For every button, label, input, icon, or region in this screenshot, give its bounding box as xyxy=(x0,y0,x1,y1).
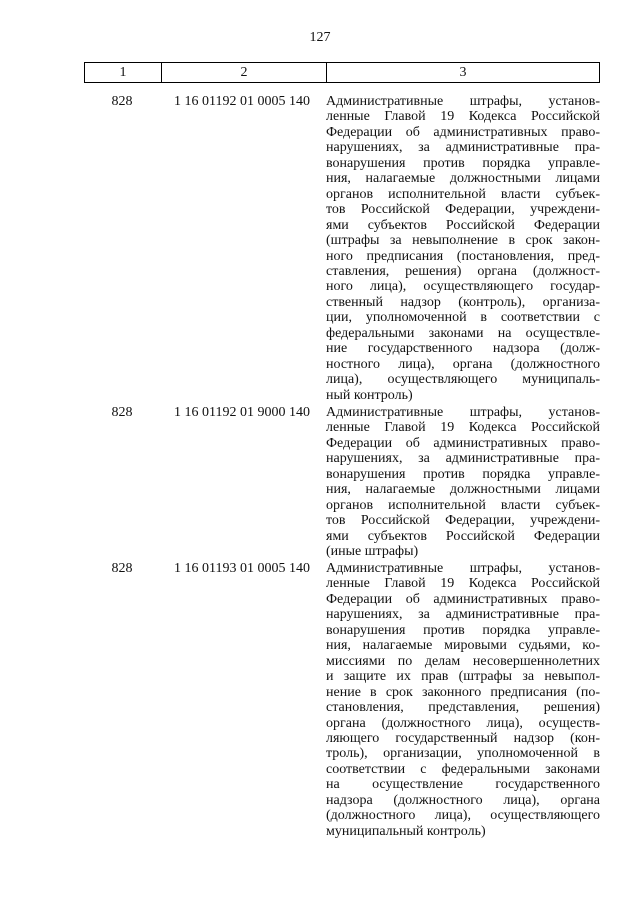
description-line: лица), осуществляющего муниципаль- xyxy=(326,372,600,388)
description-line: Федерации об административных право- xyxy=(326,591,600,607)
description-line: тов Российской Федерации, учреждени- xyxy=(326,202,600,218)
description-line: вонарушения против порядка управле- xyxy=(326,466,600,482)
description-line: на осуществление государственного xyxy=(326,777,600,793)
row-description xyxy=(326,94,600,403)
description-line: ями субъектов Российской Федерации xyxy=(326,217,600,233)
budget-code: 1 16 01193 01 0005 140 xyxy=(174,561,310,576)
description-line: ленные Главой 19 Кодекса Российской xyxy=(326,576,600,592)
description-line: Административные штрафы, установ- xyxy=(326,405,600,420)
description-line: федеральными законами на осуществле- xyxy=(326,325,600,341)
description-line: органов исполнительной власти субъек- xyxy=(326,497,600,513)
description-line: нарушениях, за административные пра- xyxy=(326,451,600,467)
admin-code: 828 xyxy=(111,405,133,420)
description-line: ния, налагаемые мировыми судьями, ко- xyxy=(326,638,600,654)
description-line: и защите их прав (штрафы за невыпол- xyxy=(326,669,600,685)
column-header-1: 1 xyxy=(85,63,162,82)
description-line: вонарушения против порядка управле- xyxy=(326,155,600,171)
budget-code: 1 16 01192 01 0005 140 xyxy=(174,94,310,109)
description-line: ния, налагаемые должностными лицами xyxy=(326,482,600,498)
description-line: становления, представления, решения) xyxy=(326,700,600,716)
description-line: ние государственного надзора (долж- xyxy=(326,341,600,357)
description-line: соответствии с федеральными законами xyxy=(326,761,600,777)
description-line: ного предписания (постановления, пред- xyxy=(326,248,600,264)
description-line: (иные штрафы) xyxy=(326,544,419,560)
budget-code: 1 16 01192 01 9000 140 xyxy=(174,405,310,420)
description-line: органов исполнительной власти субъек- xyxy=(326,186,600,202)
admin-code: 828 xyxy=(111,94,133,109)
description-line: ностного лица), органа (должностного xyxy=(326,356,600,372)
description-line: (штрафы за невыполнение в срок закон- xyxy=(326,233,600,249)
description-line: ный контроль) xyxy=(326,387,413,403)
admin-code: 828 xyxy=(111,561,133,576)
column-header-2: 2 xyxy=(162,63,327,82)
description-line: нарушениях, за административные пра- xyxy=(326,607,600,623)
description-line: нарушениях, за административные пра- xyxy=(326,140,600,156)
row-description xyxy=(326,561,600,839)
description-line: ленные Главой 19 Кодекса Российской xyxy=(326,109,600,125)
description-line: муниципальный контроль) xyxy=(326,823,486,839)
description-line: ями субъектов Российской Федерации xyxy=(326,528,600,544)
page-number: 127 xyxy=(309,30,331,45)
description-line: вонарушения против порядка управле- xyxy=(326,622,600,638)
description-line: Федерации об административных право- xyxy=(326,435,600,451)
description-line: ного лица), осуществляющего государ- xyxy=(326,279,600,295)
description-line: Федерации об административных право- xyxy=(326,124,600,140)
description-line: миссиями по делам несовершеннолетних xyxy=(326,653,600,669)
description-line: тов Российской Федерации, учреждени- xyxy=(326,513,600,529)
description-line: Административные штрафы, установ- xyxy=(326,94,600,109)
column-header-3: 3 xyxy=(459,64,467,80)
description-line: органа (должностного лица), осуществ- xyxy=(326,715,600,731)
description-line: ставления, решения) органа (должност- xyxy=(326,263,600,279)
row-description xyxy=(326,405,600,560)
description-line: надзора (должностного лица), органа xyxy=(326,792,600,808)
description-line: (должностного лица), осуществляющего xyxy=(326,808,600,824)
description-line: ственный надзор (контроль), организа- xyxy=(326,294,600,310)
description-line: троль), организации, уполномоченной в xyxy=(326,746,600,762)
description-line: Административные штрафы, установ- xyxy=(326,561,600,576)
description-line: ции, уполномоченной в соответствии с xyxy=(326,310,600,326)
description-line: ния, налагаемые должностными лицами xyxy=(326,171,600,187)
description-line: ляющего государственный надзор (кон- xyxy=(326,730,600,746)
table-header xyxy=(84,62,600,83)
description-line: нение в срок законного предписания (по- xyxy=(326,684,600,700)
description-line: ленные Главой 19 Кодекса Российской xyxy=(326,420,600,436)
